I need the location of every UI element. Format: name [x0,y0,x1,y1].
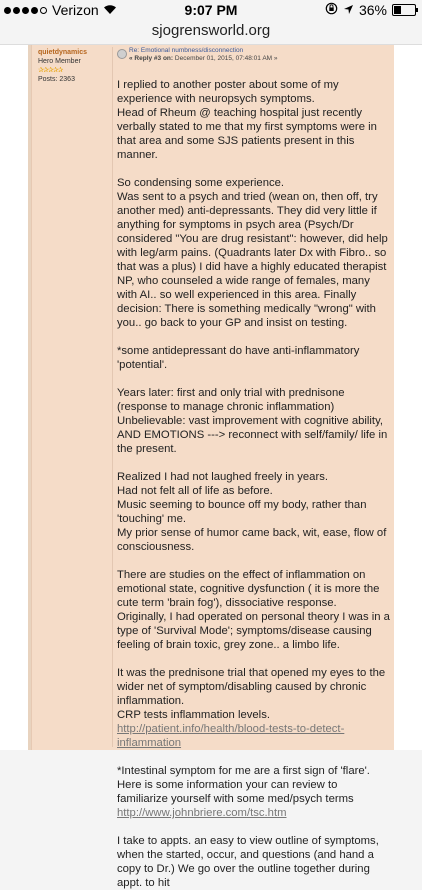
post-paragraph: It was the prednisone trial that opened my eyes to the wider net of symptom/disabling caused by chronic inflammation. CRP tests inflammation levels. [117,667,386,721]
crp-info-link[interactable]: http://patient.info/health/blood-tests-to-detect-inflammation [117,723,345,749]
battery-level [394,6,401,14]
post-author-panel [38,48,113,84]
url-text: sjogrensworld.org [151,22,271,39]
forum-post [31,45,394,889]
rank-stars-icon: ✰✰✰✰✰ [38,67,63,74]
post-subject-link[interactable]: Re: Emotional numbness/disconnection [129,47,244,54]
post-paragraph: Realized I had not laughed freely in years. Had not felt all of life as before. Music seeming to bounce off my body, rather than 'touching' me. My prior sense of humor came back, wit, ease, flow of consciousness. [117,471,387,553]
post-paragraph: So condensing some experience. Was sent to a psych and tried (wean on, then off, try another med) anti-depressants. They did very little if anything for symptoms in psych area (Psych/Dr considered "You are drug resistant": however, did help with leg/arm pains. (Quadrants later Dx with Fibro.. so that was a plus) I did have a highly educated therapist NP, who counseled a wide range of females, many with AI.. so well experienced in this area. Finally decision: There is something medically "wrong" with you.. go back to your GP and insist on testing. [117,177,388,329]
clock: 9:07 PM [184,2,238,18]
post-paragraph: There are studies on the effect of inflammation on emotional state, cognitive dysfunction ( it is more the cute term 'brain fog'), dissociative response. Originally, I had operated on personal theory I was in a type of 'Survival Mode'; symptoms/disease causing feeling of brain toxic, grey zone.. a limbo life. [117,569,390,651]
post-icon [117,49,127,59]
post-paragraph: *some antidepressant do have anti-inflammatory 'potential'. [117,345,363,371]
forum-thread [28,45,393,889]
rotation-lock-icon [325,2,338,18]
author-rank: Hero Member [38,58,81,65]
post-date: December 01, 2015, 07:48:01 AM » [174,55,278,62]
status-bar [0,0,422,20]
status-icons [325,2,416,18]
address-bar[interactable] [0,20,422,45]
post-paragraph: I replied to another poster about some of my experience with neuropsych symptoms. Head of Rheum @ teaching hospital just recently verbally stated to me that my first symptoms were in that area and some SJS patients present in this manner. [117,79,377,161]
tsc-info-link[interactable]: http://www.johnbriere.com/tsc.htm [117,807,287,819]
location-arrow-icon [343,2,354,18]
post-paragraph: *Intestinal symptom for me are a first sign of 'flare'. Here is some information your can review to familiarize yourself with some med/psych terms [117,765,370,805]
author-name-link[interactable]: quietdynamics [38,49,88,56]
battery-icon [392,4,416,16]
author-post-count: Posts: 2363 [38,76,75,83]
post-divider [112,47,113,747]
web-page [0,45,422,889]
post-meta [129,55,369,63]
post-paragraph: Years later: first and only trial with prednisone (response to manage chronic inflammation) Unbelievable: vast improvement with cognitive ability, AND EMOTIONS ---> reconnect with self/family/ life in the present. [117,387,388,455]
post-paragraph: I take to appts. an easy to view outline of symptoms, when the started, occur, and questions (and hand a copy to Dr.) We go over the outline together during appt. to hit [117,835,382,889]
post-body [117,78,390,890]
carrier-name: Verizon [52,2,99,18]
battery-percent: 36% [358,2,387,18]
reply-label: « Reply #3 on: [129,55,174,62]
